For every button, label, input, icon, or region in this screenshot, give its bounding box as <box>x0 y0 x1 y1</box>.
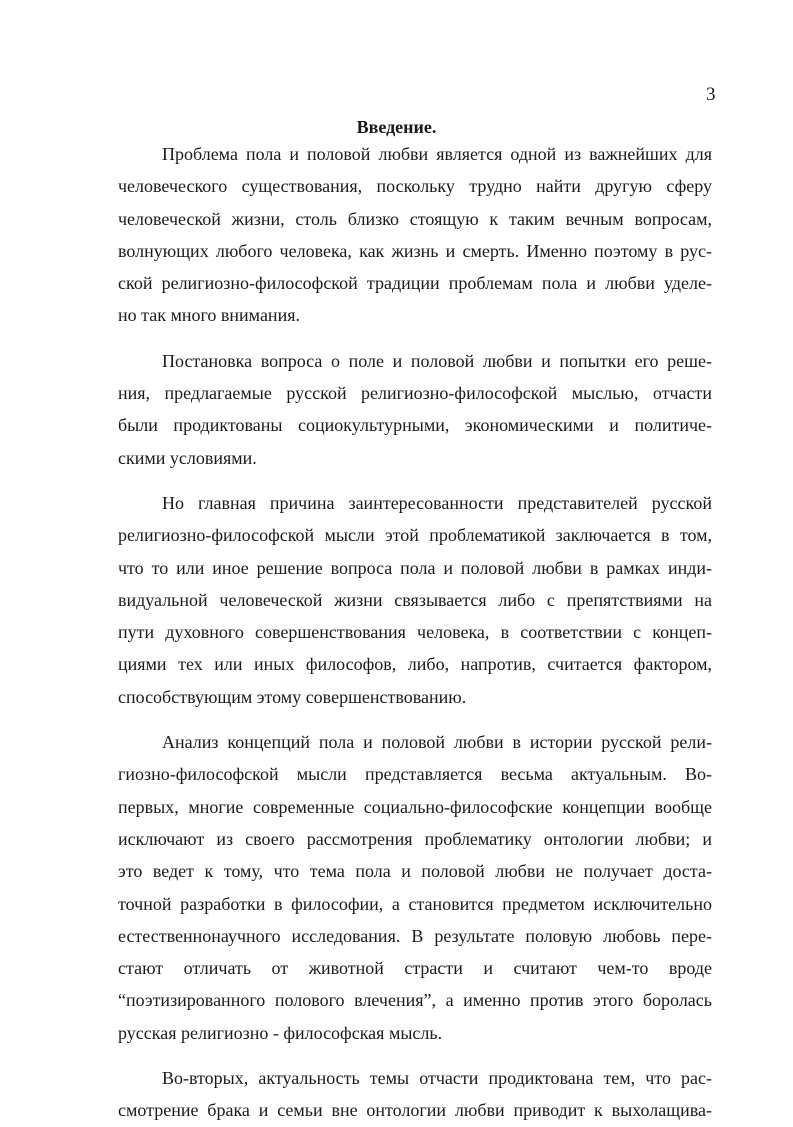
body-text <box>118 138 712 1127</box>
text-line: “поэтизированного полового влечения”, а именно против этого боролась <box>118 990 712 1011</box>
text-line: религиозно-философской мысли этой проблематикой заключается в том, <box>118 525 712 546</box>
text-line: скими условиями. <box>118 447 257 468</box>
text-line: исключают из своего рассмотрения проблематику онтологии любви; и <box>118 828 712 849</box>
text-line: видуальной человеческой жизни связывается либо с препятствиями на <box>118 589 712 610</box>
text-line: это ведет к тому, что тема пола и половой любви не получает доста- <box>118 861 712 882</box>
section-title: Введение. <box>356 117 437 137</box>
text-line: но так много внимания. <box>118 305 300 326</box>
text-line: Проблема пола и половой любви является одной из важнейших для <box>162 144 712 164</box>
text-line: пути духовного совершенствования человека, в соответствии с концеп- <box>118 622 712 643</box>
text-line: Но главная причина заинтересованности представителей русской <box>162 492 712 513</box>
text-line: человеческого существования, поскольку трудно найти другую сферу <box>118 176 712 197</box>
text-line: Постановка вопроса о поле и половой любви и попытки его реше- <box>162 350 712 371</box>
text-line: ния, предлагаемые русской религиозно-философской мыслью, отчасти <box>118 383 712 404</box>
text-line: гиозно-философской мысли представляется весьма актуальным. Во- <box>118 764 712 785</box>
text-line: первых, многие современные социально-философские концепции вообще <box>118 796 712 817</box>
page-number: 3 <box>706 84 716 105</box>
text-line: человеческой жизни, столь близко стоящую к таким вечным вопросам, <box>118 208 712 229</box>
text-line: волнующих любого человека, как жизнь и смерть. Именно поэтому в рус- <box>118 240 712 261</box>
text-line: точной разработки в философии, а становится предметом исключительно <box>118 893 712 914</box>
text-line: естественнонаучного исследования. В результате половую любовь пере- <box>118 925 712 946</box>
text-line: ской религиозно-философской традиции проблемам пола и любви уделе- <box>118 273 712 294</box>
text-line: русская религиозно - философская мысль. <box>118 1022 443 1043</box>
text-line: были продиктованы социокультурными, экономическими и политиче- <box>118 415 712 436</box>
text-line: стают отличать от животной страсти и считают чем-то вроде <box>118 958 712 979</box>
text-line: Анализ концепций пола и половой любви в истории русской рели- <box>162 732 712 753</box>
text-line: что то или иное решение вопроса пола и половой любви в рамках инди- <box>118 557 712 578</box>
text-line: циями тех или иных философов, либо, напротив, считается фактором, <box>118 654 712 675</box>
text-line: способствующим этому совершенствованию. <box>118 686 467 707</box>
text-line: Во-вторых, актуальность темы отчасти продиктована тем, что рас- <box>162 1068 712 1089</box>
text-line: смотрение брака и семьи вне онтологии любви приводит к выхолащива- <box>118 1100 712 1121</box>
